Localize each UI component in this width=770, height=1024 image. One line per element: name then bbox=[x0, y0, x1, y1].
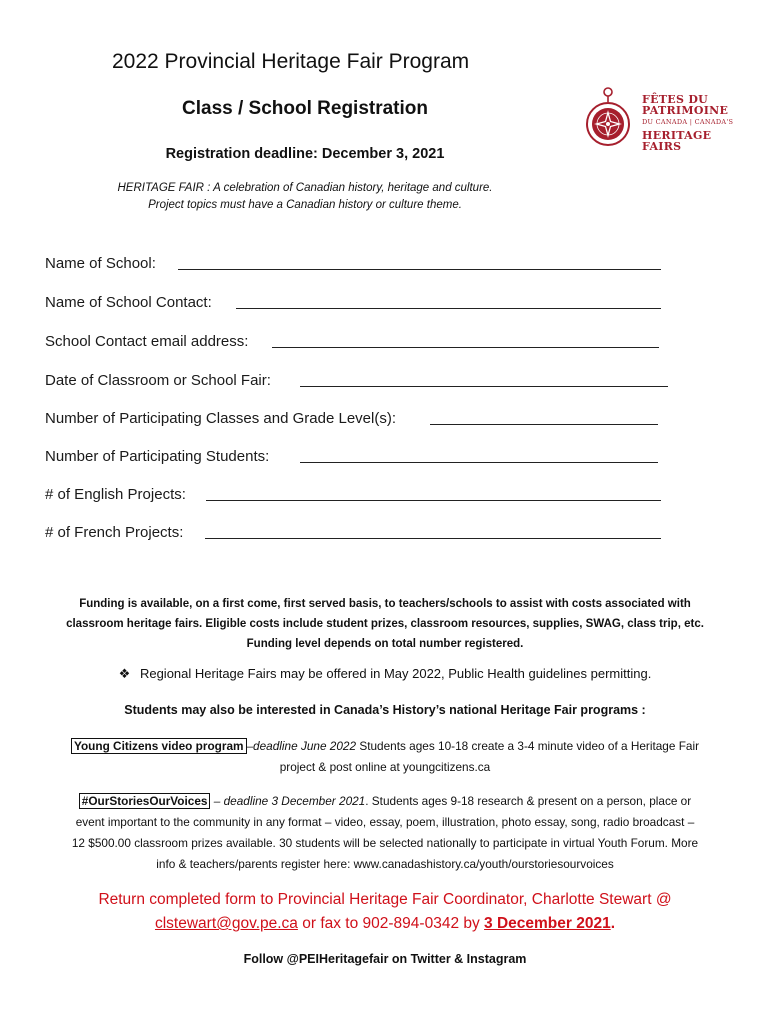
return-line-1: Return completed form to Provincial Heritage Fair Coordinator, Charlotte Stewart @ bbox=[98, 891, 672, 908]
field-school-contact bbox=[45, 294, 212, 311]
young-citizens-desc-2: project & post online at youngcitizens.ca bbox=[279, 760, 491, 774]
our-stories-program bbox=[40, 791, 730, 875]
funding-notice bbox=[40, 594, 730, 654]
field-label: Name of School Contact: bbox=[45, 294, 212, 311]
intro-line-2: Project topics must have a Canadian history or culture theme. bbox=[148, 199, 462, 211]
regional-fair-notice bbox=[0, 666, 770, 682]
field-label: Date of Classroom or School Fair: bbox=[45, 372, 271, 389]
field-classes-grades bbox=[45, 410, 396, 427]
regional-fair-text: Regional Heritage Fairs may be offered in May 2022, Public Health guidelines permitting. bbox=[139, 666, 652, 681]
english-projects-input-line[interactable] bbox=[206, 486, 661, 501]
field-school-name bbox=[45, 255, 156, 272]
field-label: # of French Projects: bbox=[45, 524, 184, 541]
logo-wordmark bbox=[642, 94, 733, 152]
our-stories-deadline: – deadline 3 December 2021 bbox=[210, 794, 366, 808]
return-period: . bbox=[610, 915, 616, 932]
logo-en-line-1: HERITAGE bbox=[642, 129, 712, 142]
school-name-input-line[interactable] bbox=[178, 255, 661, 270]
coordinator-email-link[interactable]: clstewart@gov.pe.ca bbox=[154, 915, 298, 932]
logo-en-line-2: FAIRS bbox=[642, 140, 682, 153]
field-label: Name of School: bbox=[45, 255, 156, 272]
diamond-bullet-icon: ❖ bbox=[118, 666, 131, 681]
funding-line-3: Funding level depends on total number registered. bbox=[246, 638, 524, 650]
heritage-fairs-logo bbox=[586, 78, 736, 158]
field-students-count bbox=[45, 448, 269, 465]
logo-fr-line-1: FÊTES DU bbox=[642, 93, 709, 106]
logo-small-line: DU CANADA | CANADA'S bbox=[642, 118, 734, 126]
french-projects-input-line[interactable] bbox=[205, 524, 661, 539]
page-subtitle: Class / School Registration bbox=[182, 98, 428, 119]
school-contact-input-line[interactable] bbox=[236, 294, 661, 309]
field-label: Number of Participating Students: bbox=[45, 448, 270, 465]
young-citizens-deadline: –deadline June 2022 bbox=[246, 739, 357, 753]
field-english-projects bbox=[45, 486, 186, 503]
our-stories-desc-1: . Students ages 9-18 research & present on a person, place or bbox=[365, 794, 692, 808]
logo-fr-line-2: PATRIMOINE bbox=[642, 104, 729, 117]
field-fair-date bbox=[45, 372, 271, 389]
fair-date-input-line[interactable] bbox=[300, 372, 668, 387]
contact-email-input-line[interactable] bbox=[272, 333, 659, 348]
compass-emblem-icon bbox=[586, 82, 638, 154]
field-label: Number of Participating Classes and Grade Level(s): bbox=[45, 410, 396, 427]
field-label: # of English Projects: bbox=[45, 486, 186, 503]
young-citizens-link[interactable]: Young Citizens video program bbox=[71, 738, 247, 754]
young-citizens-program bbox=[40, 736, 730, 778]
return-instructions bbox=[40, 888, 730, 936]
classes-grades-input-line[interactable] bbox=[430, 410, 658, 425]
field-french-projects bbox=[45, 524, 183, 541]
our-stories-desc-3: 12 $500.00 classroom prizes available. 30 students will be selected nationally to participate in virtual Youth Forum. More bbox=[71, 836, 699, 850]
young-citizens-desc-1: Students ages 10-18 create a 3-4 minute video of a Heritage Fair bbox=[356, 739, 700, 753]
our-stories-desc-4: info & teachers/parents register here: www.canadashistory.ca/youth/ourstoriesourvoices bbox=[156, 857, 614, 871]
field-label: School Contact email address: bbox=[45, 333, 249, 350]
funding-line-2: classroom heritage fairs. Eligible costs include student prizes, classroom resources, supplies, SWAG, class trip, etc. bbox=[66, 618, 704, 630]
fax-text: or fax to 902-894-0342 by bbox=[297, 915, 485, 932]
funding-line-1: Funding is available, on a first come, first served basis, to teachers/schools to assist with costs associated with bbox=[79, 598, 691, 610]
page-title: 2022 Provincial Heritage Fair Program bbox=[112, 50, 470, 73]
intro-text bbox=[0, 180, 610, 214]
students-count-input-line[interactable] bbox=[300, 448, 658, 463]
field-contact-email bbox=[45, 333, 248, 350]
intro-line-1: HERITAGE FAIR : A celebration of Canadian history, heritage and culture. bbox=[117, 182, 493, 194]
our-stories-desc-2: event important to the community in any format – video, essay, poem, illustration, photo essay, song, radio broadcast – bbox=[75, 815, 695, 829]
our-stories-link[interactable]: #OurStoriesOurVoices bbox=[79, 793, 211, 809]
registration-deadline: Registration deadline: December 3, 2021 bbox=[165, 146, 445, 162]
programs-heading: Students may also be interested in Canada’s History’s national Heritage Fair programs : bbox=[124, 703, 646, 717]
social-follow: Follow @PEIHeritagefair on Twitter & Instagram bbox=[243, 952, 527, 966]
return-due-date: 3 December 2021 bbox=[484, 915, 611, 932]
